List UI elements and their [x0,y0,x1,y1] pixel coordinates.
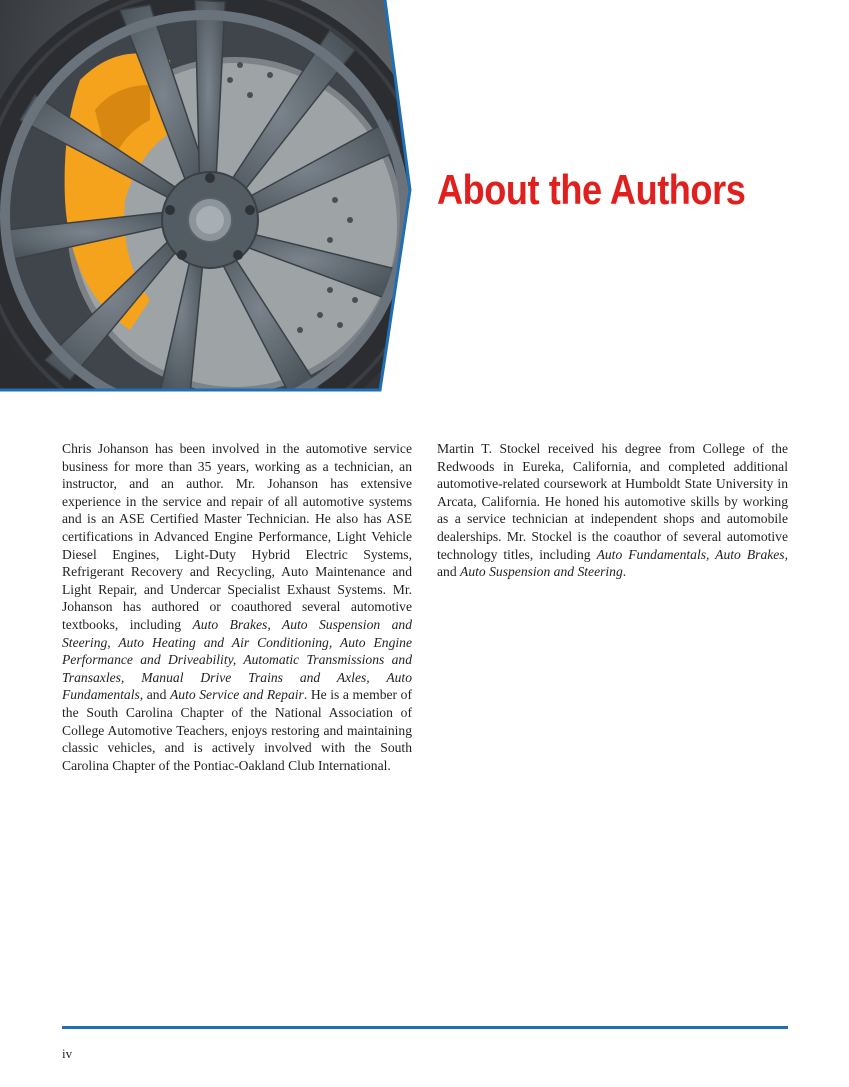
johanson-bio-text-2: , and [139,687,170,703]
stockel-bio-text-3: . [622,564,627,580]
stockel-titles-2: Auto Suspension and Steering [460,564,623,580]
johanson-titles-2: Auto Service and Repair [170,687,304,703]
hero-wheel-image [0,0,420,392]
wheel-illustration [0,0,420,392]
johanson-bio-text-3: . He is a member of the South Carolina Chapter of the National Association of College Automotive Teachers, enjoys restoring and maintaining classic vehicles, and is actively involved with the South Carolina Chapter of the Pontiac-Oakland Club International. [62,687,412,773]
johanson-bio-text-1: Chris Johanson has been involved in the automotive service business for more than 35 years, working as a technician, an instructor, and an author. Mr. Johanson has extensive experience in the service and repair of all automotive systems and is an ASE Certified Master Technician. He also has ASE certifications in Advanced Engine Performance, Light Vehicle Diesel Engines, Light-Duty Hybrid Electric Systems, Refrigerant Recovery and Recycling, Auto Maintenance and Light Repair, and Undercar Specialist Exhaust Systems. Mr. Johanson has authored or coauthored several automotive textbooks, including [62,441,412,632]
stockel-bio [437,440,788,581]
stockel-bio-text-2: and [437,564,461,580]
johanson-titles-1: Auto Brakes, Auto Suspension and Steering, Auto Heating and Air Conditioning, Auto Engine Performance and Driveability, Automatic Transmissions and Transaxles, Manual Drive Trains and Axles, Auto Fundamentals [62,616,412,703]
stockel-titles-1: Auto Fundamentals, Auto Brakes, [596,546,788,562]
footer-rule [62,1026,788,1029]
stockel-bio-text-1: Martin T. Stockel received his degree from College of the Redwoods in Eureka, California, and completed additional automotive-related coursework at Humboldt State University in Arcata, California. He honed his automotive skills by working as a service technician at independent shops and automobile dealerships. Mr. Stockel is the coauthor of several automotive technology titles, including [437,441,788,562]
johanson-bio [62,440,412,774]
page-title: About the Authors [437,166,746,213]
page-number: iv [62,1046,73,1061]
